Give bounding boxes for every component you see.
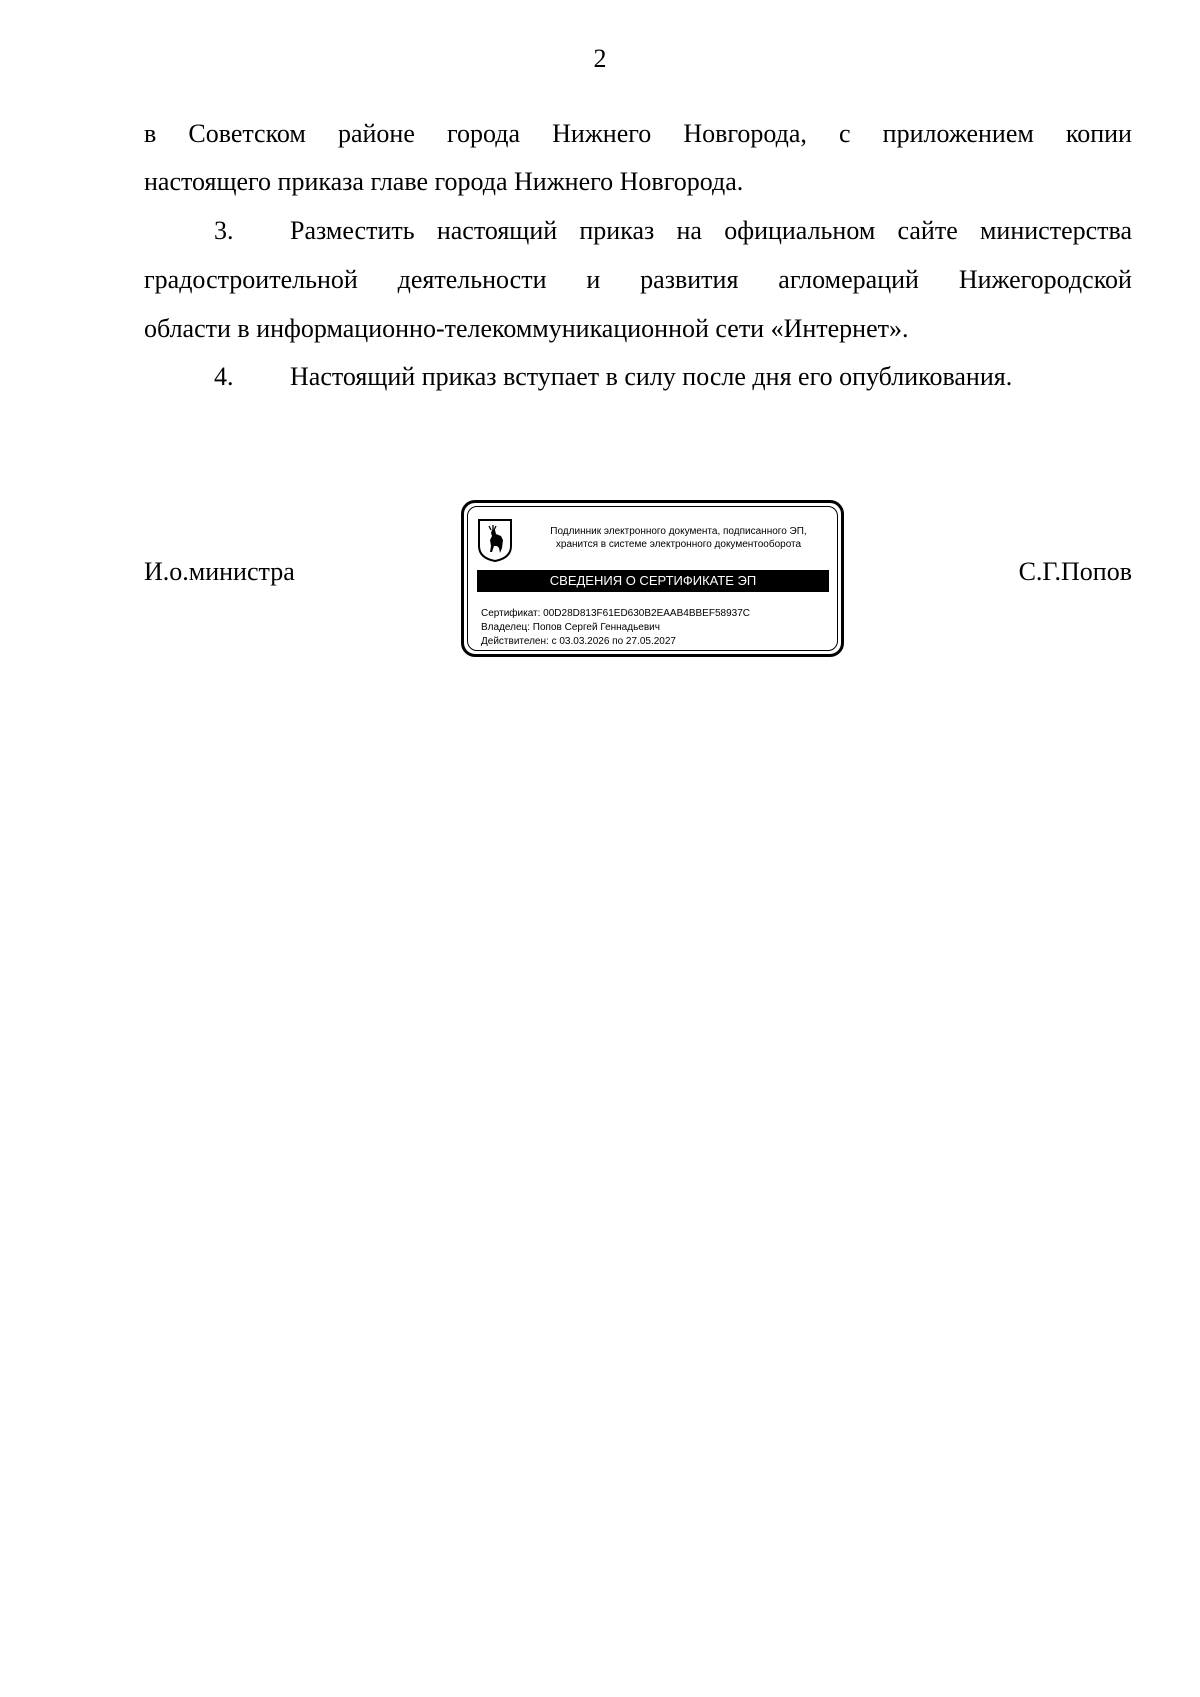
word: министерства: [979, 216, 1132, 245]
word: Нижнего: [552, 119, 652, 148]
word: копии: [1065, 119, 1132, 148]
word: города: [446, 119, 521, 148]
word: приложением: [882, 119, 1034, 148]
word: и: [586, 265, 601, 294]
paragraph-continuation-line-2: настоящего приказа главе города Нижнего Новгорода.: [144, 167, 744, 196]
stamp-title-bar: СВЕДЕНИЯ О СЕРТИФИКАТЕ ЭП: [477, 570, 829, 592]
word: деятельности: [397, 265, 547, 294]
word: развития: [640, 265, 739, 294]
stamp-header-line: Подлинник электронного документа, подписанного ЭП,: [550, 526, 807, 537]
page-number: 2: [593, 44, 607, 73]
word: приказ: [579, 216, 655, 245]
signer-position: И.о.министра: [144, 557, 295, 586]
item-3-line-3: области в информационно-телекоммуникационной сети «Интернет».: [144, 314, 909, 343]
word: Нижегородской: [958, 265, 1132, 294]
deer-coat-of-arms-icon: [477, 518, 513, 562]
word: официальном: [724, 216, 876, 245]
word: на: [676, 216, 702, 245]
certificate-owner: Владелец: Попов Сергей Геннадьевич: [481, 622, 660, 633]
word: в: [144, 119, 157, 148]
word: Советском: [188, 119, 306, 148]
stamp-details: [481, 607, 750, 649]
word: сайте: [897, 216, 958, 245]
word: Новгорода,: [683, 119, 807, 148]
signer-name: С.Г.Попов: [1018, 557, 1132, 586]
word: настоящий: [436, 216, 558, 245]
word: градостроительной: [144, 265, 358, 294]
electronic-signature-stamp: [461, 500, 844, 657]
word: агломераций: [778, 265, 919, 294]
item-text: Настоящий приказ вступает в силу после дня его опубликования.: [290, 362, 1013, 391]
item-number: 3.: [214, 216, 234, 245]
stamp-header: [524, 525, 833, 551]
stamp-header-line: хранится в системе электронного документооборота: [555, 539, 802, 550]
word: районе: [337, 119, 415, 148]
certificate-number: Сертификат: 00D28D813F61ED630B2EAAB4BBEF58937C: [481, 608, 750, 619]
word: с: [839, 119, 851, 148]
item-3-line-1: [214, 216, 1132, 246]
paragraph-continuation-line-1: [144, 119, 1132, 149]
certificate-validity: Действителен: с 03.03.2026 по 27.05.2027: [481, 636, 676, 647]
item-4: [214, 362, 1132, 392]
item-number: 4.: [214, 362, 234, 391]
item-3-line-2: [144, 265, 1132, 295]
word: Разместить: [290, 216, 415, 245]
